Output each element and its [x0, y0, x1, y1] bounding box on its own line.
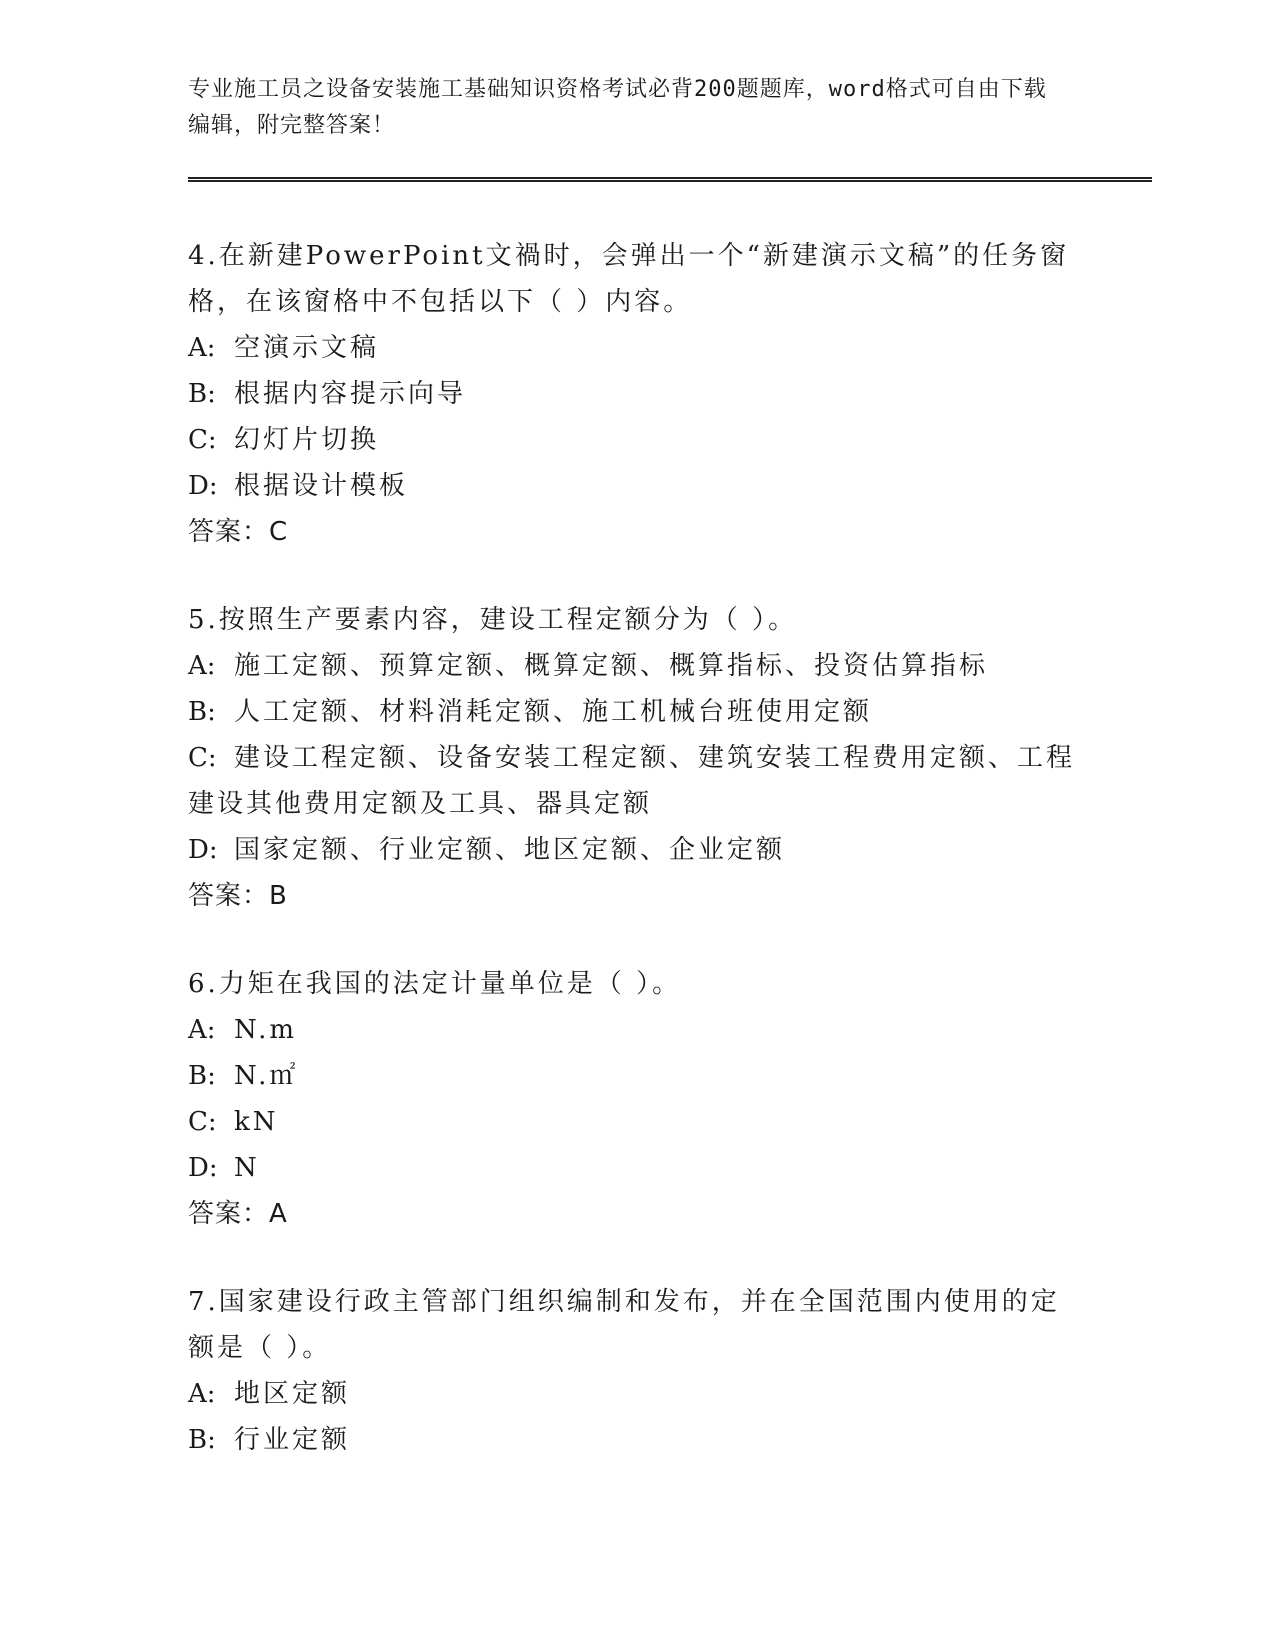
option-c: [188, 417, 1088, 463]
option-d: [188, 827, 1088, 873]
header-divider: [188, 177, 1152, 182]
option-text: 幻灯片切换: [234, 425, 380, 455]
option-a: [188, 1371, 1088, 1417]
option-text: 根据设计模板: [234, 471, 409, 501]
option-text: 根据内容提示向导: [234, 379, 467, 409]
option-letter: A:: [188, 333, 216, 363]
option-letter: B:: [188, 697, 216, 727]
option-d: [188, 1145, 1088, 1191]
option-letter: A:: [188, 651, 216, 681]
option-letter: C:: [188, 425, 217, 455]
question-text: 6.力矩在我国的法定计量单位是（ ）。: [188, 969, 682, 999]
question-text: 5.按照生产要素内容，建设工程定额分为（ ）。: [188, 605, 798, 635]
option-d: [188, 463, 1088, 509]
option-text: kN: [234, 1107, 279, 1137]
option-letter: C:: [188, 743, 217, 773]
option-a: [188, 643, 1088, 689]
question-list: [188, 233, 1088, 1505]
option-letter: B:: [188, 1061, 216, 1091]
question-text: 7.国家建设行政主管部门组织编制和发布，并在全国范围内使用的定额是（ ）。: [188, 1287, 1060, 1363]
option-c: [188, 1099, 1088, 1145]
option-text: 建设工程定额、设备安装工程定额、建筑安装工程费用定额、工程建设其他费用定额及工具、器具定额: [188, 743, 1076, 819]
question-text: 4.在新建PowerPoint文禍时，会弹出一个“新建演示文稿”的任务窗格，在该窗格中不包括以下（ ）内容。: [188, 241, 1070, 317]
option-a: [188, 1007, 1088, 1053]
question-7: [188, 1279, 1088, 1463]
option-letter: D:: [188, 1153, 218, 1183]
option-letter: B:: [188, 379, 216, 409]
option-c: [188, 735, 1088, 827]
option-b: [188, 371, 1088, 417]
option-text: N: [234, 1153, 260, 1183]
option-text: 行业定额: [234, 1425, 351, 1455]
option-letter: D:: [188, 835, 218, 865]
option-b: [188, 1417, 1088, 1463]
option-letter: A:: [188, 1379, 216, 1409]
answer-line: 答案：C: [188, 517, 289, 547]
question-4: [188, 233, 1088, 555]
answer-line: 答案：A: [188, 1199, 288, 1229]
option-letter: D:: [188, 471, 218, 501]
option-text: 空演示文稿: [234, 333, 380, 363]
option-text: 人工定额、材料消耗定额、施工机械台班使用定额: [234, 697, 873, 727]
question-5: [188, 597, 1088, 919]
question-6: [188, 961, 1088, 1237]
option-b: [188, 1053, 1088, 1099]
option-b: [188, 689, 1088, 735]
option-letter: B:: [188, 1425, 216, 1455]
answer-line: 答案：B: [188, 881, 288, 911]
option-text: N.㎡: [234, 1061, 299, 1091]
option-a: [188, 325, 1088, 371]
option-text: N.m: [234, 1015, 298, 1045]
option-text: 地区定额: [234, 1379, 351, 1409]
option-text: 国家定额、行业定额、地区定额、企业定额: [234, 835, 786, 865]
option-letter: A:: [188, 1015, 216, 1045]
document-header: 专业施工员之设备安装施工基础知识资格考试必背200题题库，word格式可自由下载编辑，附完整答案！: [188, 77, 1047, 138]
option-text: 施工定额、预算定额、概算定额、概算指标、投资估算指标: [234, 651, 989, 681]
option-letter: C:: [188, 1107, 217, 1137]
